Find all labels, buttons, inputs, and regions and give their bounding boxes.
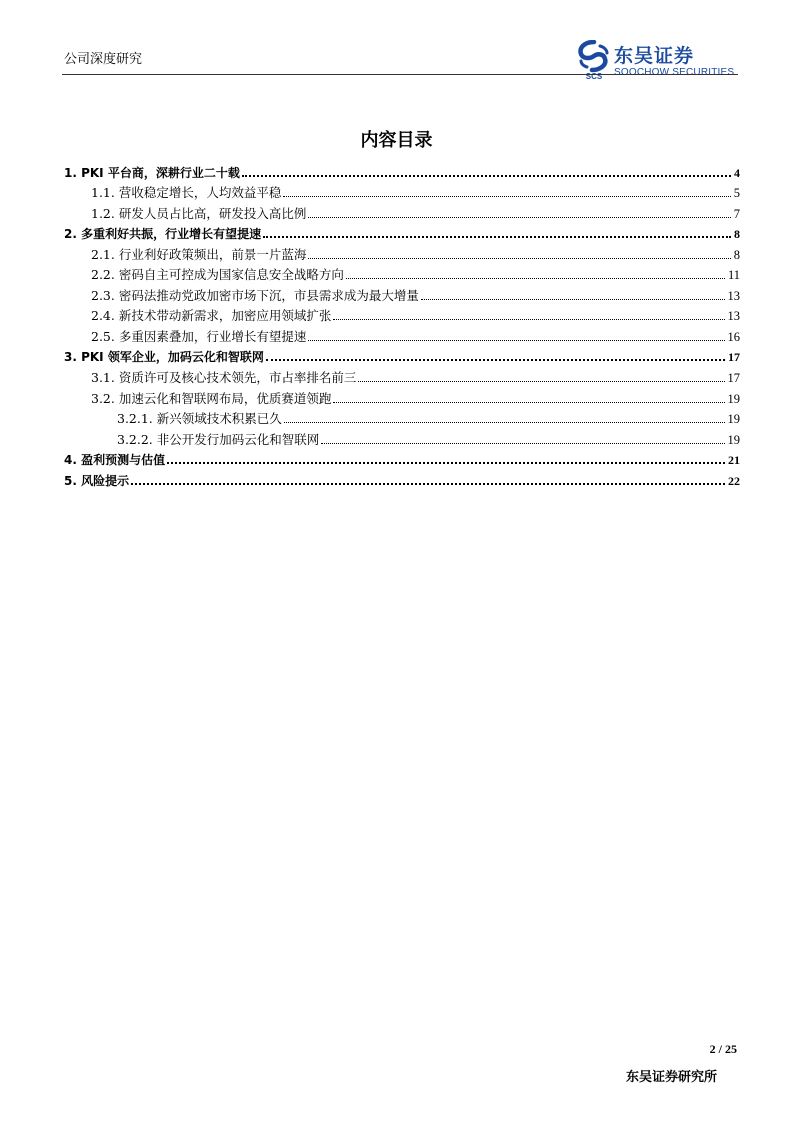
toc-title: 内容目录 [360, 130, 433, 151]
toc-leader [284, 422, 725, 423]
toc-entry-label: 3.2.2. 非公开发行加码云化和智联网 [117, 431, 320, 447]
toc-leader [266, 359, 725, 361]
toc-entry-label: 3.2.1. 新兴领域技术积累已久 [117, 411, 282, 427]
toc-entry[interactable] [64, 263, 740, 284]
toc-entry[interactable] [64, 201, 740, 222]
toc-entry[interactable] [64, 386, 740, 407]
toc-entry[interactable] [64, 304, 740, 325]
toc-entry[interactable] [64, 448, 740, 469]
footer-company: 东吴证券研究所 [625, 1070, 717, 1085]
toc-entry-page: 22 [728, 473, 740, 488]
toc-entry-page: 17 [727, 371, 740, 386]
toc-entry[interactable] [64, 324, 740, 345]
logo-chinese-name: 东吴证券 [614, 45, 695, 67]
toc-leader [167, 462, 725, 464]
toc-entry[interactable] [64, 365, 740, 386]
brand-logo [576, 40, 738, 82]
toc-entry-label: 3. PKI 领军企业，加码云化和智联网 [64, 350, 264, 365]
toc-entry-page: 19 [727, 412, 740, 427]
toc-leader [263, 236, 731, 238]
toc-leader [308, 258, 730, 259]
toc-entry-page: 11 [727, 268, 740, 283]
toc-entry-page: 5 [733, 186, 740, 201]
toc-entry-label: 1.1. 营收稳定增长，人均效益平稳 [91, 185, 282, 201]
toc-leader [333, 402, 724, 403]
toc-entry-label: 2.1. 行业利好政策频出，前景一片蓝海 [91, 246, 307, 262]
toc-entry[interactable] [64, 468, 740, 489]
logo-english-name: SOOCHOW SECURITIES [614, 67, 735, 78]
toc-entry-label: 4. 盈利预测与估值 [64, 453, 166, 468]
toc-entry-label: 1.2. 研发人员占比高，研发投入高比例 [91, 205, 307, 221]
page-indicator: 2 / 25 [709, 1042, 737, 1056]
toc-entry[interactable] [64, 242, 740, 263]
toc-entry[interactable] [64, 181, 740, 202]
toc-leader [242, 175, 731, 177]
toc-entry-page: 19 [727, 432, 740, 447]
toc-entry[interactable] [64, 222, 740, 243]
toc-entry-label: 3.1. 资质许可及核心技术领先，市占率排名前三 [91, 370, 357, 386]
toc-entry-label: 5. 风险提示 [64, 473, 130, 488]
toc-leader [131, 483, 725, 485]
toc-leader [283, 196, 730, 197]
toc-leader [421, 299, 725, 300]
logo-mark-text: SCS [585, 72, 603, 80]
toc-entry-page: 17 [728, 350, 740, 365]
toc-leader [321, 443, 724, 444]
report-type-label: 公司深度研究 [64, 52, 143, 67]
toc-entry-label: 2. 多重利好共振，行业增长有望提速 [64, 227, 262, 242]
toc-leader [333, 319, 724, 320]
toc-entry-page: 13 [727, 309, 740, 324]
toc-entry[interactable] [64, 345, 740, 366]
toc-entry-label: 2.5. 多重因素叠加，行业增长有望提速 [91, 328, 307, 344]
toc-entry-page: 13 [727, 288, 740, 303]
toc-entry-label: 1. PKI 平台商，深耕行业二十载 [64, 165, 240, 180]
header-divider [62, 74, 738, 75]
toc-entry-page: 16 [727, 329, 740, 344]
table-of-contents [64, 160, 740, 489]
toc-entry-label: 2.4. 新技术带动新需求，加密应用领域扩张 [91, 308, 332, 324]
toc-entry-page: 19 [727, 391, 740, 406]
toc-entry-label: 3.2. 加速云化和智联网布局，优质赛道领跑 [91, 390, 332, 406]
toc-entry-label: 2.2. 密码自主可控成为国家信息安全战略方向 [91, 267, 344, 283]
toc-entry-page: 8 [734, 227, 740, 242]
toc-entry-page: 4 [734, 165, 740, 180]
toc-entry-page: 21 [728, 453, 740, 468]
toc-entry-page: 8 [733, 247, 740, 262]
toc-leader [308, 217, 730, 218]
toc-entry-label: 2.3. 密码法推动党政加密市场下沉，市县需求成为最大增量 [91, 287, 419, 303]
toc-leader [308, 340, 724, 341]
toc-leader [358, 381, 724, 382]
toc-entry[interactable] [64, 427, 740, 448]
toc-entry[interactable] [64, 407, 740, 428]
toc-entry[interactable] [64, 283, 740, 304]
toc-entry[interactable] [64, 160, 740, 181]
toc-leader [346, 278, 725, 279]
toc-entry-page: 7 [733, 206, 740, 221]
